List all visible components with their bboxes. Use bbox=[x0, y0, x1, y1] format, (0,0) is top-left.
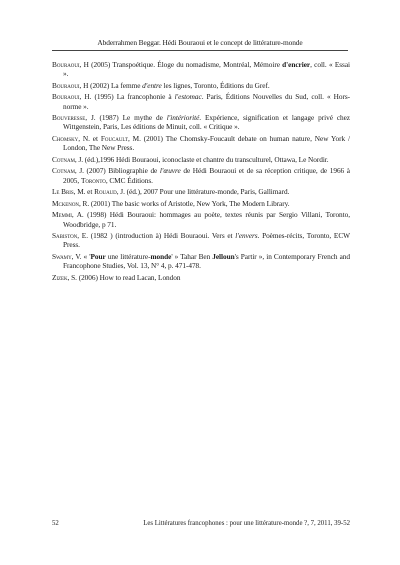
reference-entry bbox=[52, 113, 350, 131]
bibliography-list bbox=[52, 60, 350, 284]
reference-entry bbox=[52, 134, 350, 152]
reference-text: , H (2005) Transpoétique. Éloge du nomadisme, Montréal, Mémoire bbox=[79, 60, 283, 69]
reference-author: Bouveresse bbox=[52, 113, 86, 123]
reference-text: Pour bbox=[90, 251, 106, 261]
reference-author: Bouraoui bbox=[52, 92, 80, 102]
reference-text: , R. (2001) The basic works of Aristotle, New York, The Modern Library. bbox=[78, 198, 290, 208]
reference-text: , M. et bbox=[73, 187, 95, 197]
reference-text: , coll. « Essai ». bbox=[63, 60, 350, 79]
reference-author: Swamy bbox=[52, 251, 72, 261]
reference-text: une littérature- bbox=[105, 251, 151, 261]
reference-text: d'entre bbox=[142, 80, 162, 90]
reference-text: monde bbox=[150, 251, 172, 261]
reference-author: Bouraoui bbox=[52, 80, 80, 90]
reference-text: , H (2002) La femme bbox=[79, 80, 143, 90]
page-number: 52 bbox=[52, 520, 59, 527]
reference-author: Mckenon bbox=[52, 198, 79, 208]
reference-text: , J. (éd.),1996 Hédi Bouraoui, iconoclaste et chantre du transculturel, Ottawa, Le Nordir. bbox=[74, 154, 329, 164]
reference-author: Memmi bbox=[52, 210, 72, 220]
reference-text: , S. (2006) How to read Lacan, London bbox=[67, 272, 181, 282]
running-header: Abderrahmen Beggar. Hédi Bouraoui et le concept de littérature-monde bbox=[52, 38, 348, 51]
reference-entry bbox=[52, 187, 350, 196]
reference-entry bbox=[52, 273, 350, 282]
reference-text: . Poèmes-récits, Toronto, ECW Press. bbox=[63, 231, 350, 250]
reference-text: l'estomac bbox=[174, 92, 202, 102]
reference-author: Foucault bbox=[100, 133, 128, 143]
reference-entry bbox=[52, 81, 350, 90]
reference-text: , CMC Éditions. bbox=[105, 175, 153, 185]
reference-text: , J. (2007) Bibliographie de bbox=[74, 166, 160, 176]
reference-text: Jelloun bbox=[212, 251, 235, 261]
reference-text: , V. « ' bbox=[71, 251, 91, 261]
reference-text: , M. (2001) The Chomsky-Foucault debate on human nature, New York / London, The New Press. bbox=[63, 133, 351, 153]
reference-author: Le Bris bbox=[52, 187, 74, 197]
reference-author: Cotnam bbox=[52, 166, 75, 176]
reference-entry bbox=[52, 252, 350, 270]
reference-text: , E. (1982 ) (introduction à) Hédi Bouraoui. Vers et bbox=[77, 231, 236, 241]
reference-author: Sabiston bbox=[52, 231, 78, 241]
reference-text: . Expérience, signification et langage privé chez Wittgenstein, Paris, Les éditions de Minuit, coll. « Critique ». bbox=[63, 113, 350, 132]
journal-citation: Les Littératures francophones : pour une littérature-monde ?, 7, 2011, 39-52 bbox=[143, 520, 350, 527]
reference-text: , N. et bbox=[78, 133, 101, 143]
reference-entry bbox=[52, 92, 350, 110]
reference-entry bbox=[52, 231, 350, 249]
reference-author: Toronto bbox=[80, 175, 106, 185]
reference-text: l'intériorité bbox=[166, 113, 200, 123]
reference-text: les lignes, Toronto, Éditions du Gref. bbox=[161, 80, 270, 90]
reference-entry bbox=[52, 60, 350, 78]
reference-text: . Paris, Éditions Nouvelles du Sud, coll. « Hors-norme ». bbox=[63, 92, 350, 111]
reference-text: , A. (1998) Hédi Bouraoui: hommages au poète, textes réunis par Sergio Villani, Toronto, Woodbridge, p 71. bbox=[63, 210, 350, 229]
reference-text: de Hédi Bouraoui et de sa réception critique, de 1966 à 2005, bbox=[63, 166, 350, 185]
reference-text: d'encrier bbox=[282, 60, 311, 69]
reference-author: Chomsky bbox=[52, 133, 79, 143]
reference-text: l'œuvre bbox=[159, 166, 181, 176]
reference-text: , H. (1995) La francophonie à bbox=[79, 92, 175, 102]
reference-text: , J. (éd.), 2007 Pour une littérature-monde, Paris, Gallimard. bbox=[116, 187, 290, 197]
reference-entry bbox=[52, 166, 350, 184]
reference-text: , J. (1987) Le mythe de bbox=[85, 113, 167, 123]
reference-entry bbox=[52, 199, 350, 208]
reference-author: Bouraoui bbox=[52, 60, 80, 69]
reference-text: l'envers bbox=[235, 231, 258, 241]
reference-author: Rouaud bbox=[94, 187, 117, 197]
reference-entry bbox=[52, 155, 350, 164]
reference-text: ' » Tahar Ben bbox=[171, 251, 213, 261]
reference-text: 's Partir », in Contemporary French and Francophone Studies, Vol. 13, N° 4, p. 471-478. bbox=[63, 251, 350, 271]
reference-author: Zizek bbox=[52, 272, 68, 282]
reference-entry bbox=[52, 210, 350, 228]
reference-author: Cotnam bbox=[52, 154, 75, 164]
